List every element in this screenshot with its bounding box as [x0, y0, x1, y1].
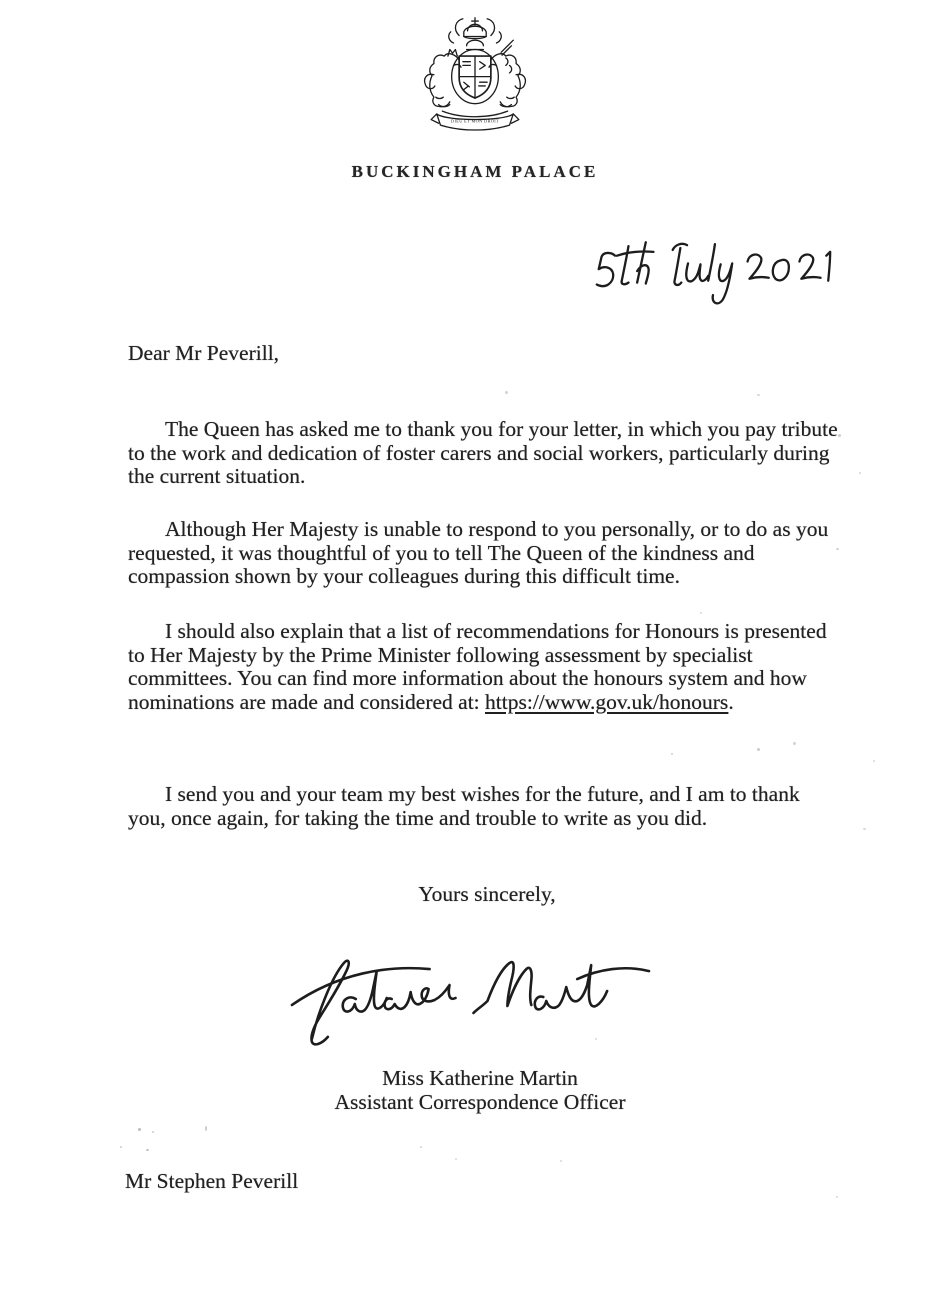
scan-speckle [859, 472, 861, 474]
scan-speckle [120, 1146, 122, 1148]
scan-speckle [146, 1149, 149, 1151]
scan-speckle [152, 1131, 154, 1133]
signature [278, 942, 662, 1056]
scan-speckle [836, 548, 839, 550]
paragraph-2: Although Her Majesty is unable to respond to you personally, or to do as you requested, it was thoughtful of you to tell The Queen of the kindness and compassion shown by your colleagues during this difficult time. [128, 517, 829, 589]
scan-speckle [793, 742, 796, 745]
valediction: Yours sincerely, [418, 882, 556, 906]
scan-speckle [873, 760, 875, 762]
handwritten-date-ink [592, 234, 834, 312]
crest-motto: DIEU ET MON DROIT [450, 118, 500, 124]
paragraph-4: I send you and your team my best wishes for the future, and I am to thank you, once again, for taking the time and trouble to write as you did. [128, 782, 800, 830]
royal-coat-of-arms-icon [405, 14, 545, 142]
signature-ink [278, 942, 662, 1056]
scan-speckle [560, 1160, 562, 1162]
signer-title: Assistant Correspondence Officer [334, 1090, 626, 1114]
scan-speckle [420, 1146, 422, 1148]
scan-speckle [700, 612, 702, 614]
scan-speckle [671, 753, 673, 755]
salutation: Dear Mr Peverill, [128, 341, 280, 365]
paragraph-1: The Queen has asked me to thank you for your letter, in which you pay tribute to the work and dedication of foster carers and social workers, particularly during the current situation. [128, 417, 838, 489]
scan-speckle [205, 1126, 207, 1131]
scan-speckle [138, 1128, 141, 1131]
honours-link[interactable]: https://www.gov.uk/honours [485, 689, 729, 714]
scan-speckle [505, 391, 508, 394]
paragraph-3 [128, 620, 842, 714]
handwritten-date [592, 234, 834, 312]
scan-speckle [863, 828, 866, 830]
scan-speckle [595, 1038, 597, 1040]
paragraph-3-period: . [728, 689, 734, 714]
scan-speckle [455, 1158, 457, 1160]
letterhead-title: BUCKINGHAM PALACE [351, 162, 599, 181]
scan-speckle [836, 1196, 838, 1198]
scan-speckle [838, 434, 841, 437]
paragraph-3-text: I should also explain that a list of recommendations for Honours is presented to Her Majesty by the Prime Minister following assessment by specialist committees. You can find more information about the honours system and how nominations are made and considered at: [128, 619, 827, 714]
scan-speckle [757, 748, 760, 751]
recipient-line: Mr Stephen Peverill [125, 1169, 299, 1193]
scan-speckle [757, 394, 760, 396]
signer-name: Miss Katherine Martin [382, 1066, 578, 1090]
